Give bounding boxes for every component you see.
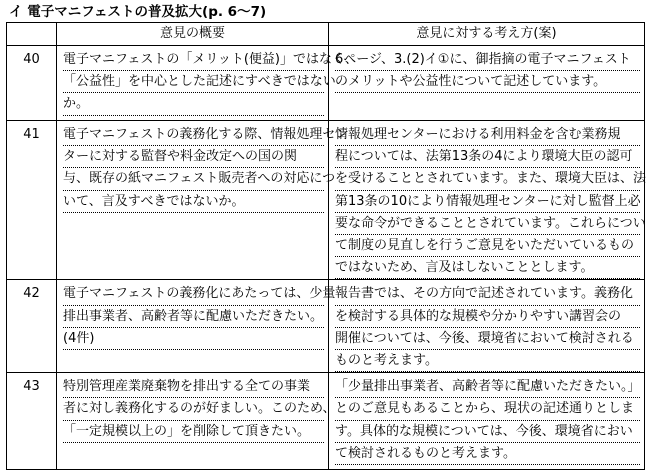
opinion-summary <box>57 46 358 121</box>
text-line: ターに対する監督や料金改定への国の関 <box>63 146 324 168</box>
response-column-header: 意見に対する考え方(案) <box>329 23 645 46</box>
text-line: て制度の見直しを行うご意見をいただいているもの <box>335 235 640 257</box>
row-number: 41 <box>7 121 57 280</box>
text-line: 排出事業者、高齢者等に配慮いただきたい。 <box>63 306 324 328</box>
comments-table <box>6 22 645 470</box>
text-line: 者に対し義務化するのが好ましい。このため、 <box>63 398 324 420</box>
row-number: 42 <box>7 280 57 373</box>
text-line: 電子マニフェストの義務化にあたっては、少量 <box>63 283 324 305</box>
opinion-summary <box>57 373 336 470</box>
text-line: (4件) <box>63 328 324 350</box>
text-line: 第13条の10により情報処理センターに対し監督上必 <box>335 191 640 213</box>
table-row <box>7 280 645 373</box>
summary-column-header: 意見の概要 <box>57 23 329 46</box>
opinion-response <box>329 121 645 280</box>
text-line: 特別管理産業廃棄物を排出する全ての事業 <box>63 376 324 398</box>
text-line: 報告書では、その方向で記述されています。義務化 <box>335 283 640 305</box>
text-line: 「少量排出事業者、高齢者等に配慮いただきたい。」 <box>335 376 640 398</box>
text-line: を受けることとされています。また、環境大臣は、法 <box>335 168 640 190</box>
text-line: いて、言及すべきではないか。 <box>63 191 324 213</box>
text-line: 開催については、今後、環境省において検討される <box>335 328 640 350</box>
text-line: 「一定規模以上の」を削除して頂きたい。 <box>63 421 324 443</box>
header-row <box>7 23 645 46</box>
text-line: 情報処理センターにおける利用料金を含む業務規 <box>335 124 640 146</box>
table-row <box>7 373 645 470</box>
table-row <box>7 121 645 280</box>
text-line: か。 <box>63 93 324 115</box>
text-line: す。具体的な規模については、今後、環境省におい <box>335 421 640 443</box>
row-number: 43 <box>7 373 57 470</box>
text-line: のメリットや公益性について記述しています。 <box>335 71 640 93</box>
section-heading: イ 電子マニフェストの普及拡大(p. 6～7) <box>9 4 267 20</box>
text-line: とのご意見もあることから、現状の記述通りとしま <box>335 398 640 420</box>
text-line: 要な命令ができることとされています。これらについ <box>335 213 640 235</box>
opinion-summary <box>57 121 349 280</box>
text-line: ものと考えます。 <box>335 350 640 372</box>
text-line: 電子マニフェストの「メリット(便益)」ではなく、 <box>63 49 324 71</box>
text-line: 与、既存の紙マニフェスト販売者への対応につ <box>63 168 324 190</box>
text-line: ではないため、言及はしないこととします。 <box>335 257 640 279</box>
opinion-response <box>329 46 645 121</box>
number-column-header <box>7 23 57 46</box>
text-line: 6ページ、3.(2)イ①に、御指摘の電子マニフェスト <box>335 49 640 71</box>
opinion-summary <box>57 280 336 373</box>
text-line: 電子マニフェストの義務化する際、情報処理セン <box>63 124 324 146</box>
opinion-response <box>329 280 645 373</box>
text-line: て検討されるものと考えます。 <box>335 443 640 465</box>
text-line: 程については、法第13条の4により環境大臣の認可 <box>335 146 640 168</box>
row-number: 40 <box>7 46 57 121</box>
text-line: 「公益性」を中心とした記述にすべきではない <box>63 71 324 93</box>
opinion-response <box>329 373 645 470</box>
text-line: を検討する具体的な規模や分かりやすい講習会の <box>335 306 640 328</box>
table-row <box>7 46 645 121</box>
